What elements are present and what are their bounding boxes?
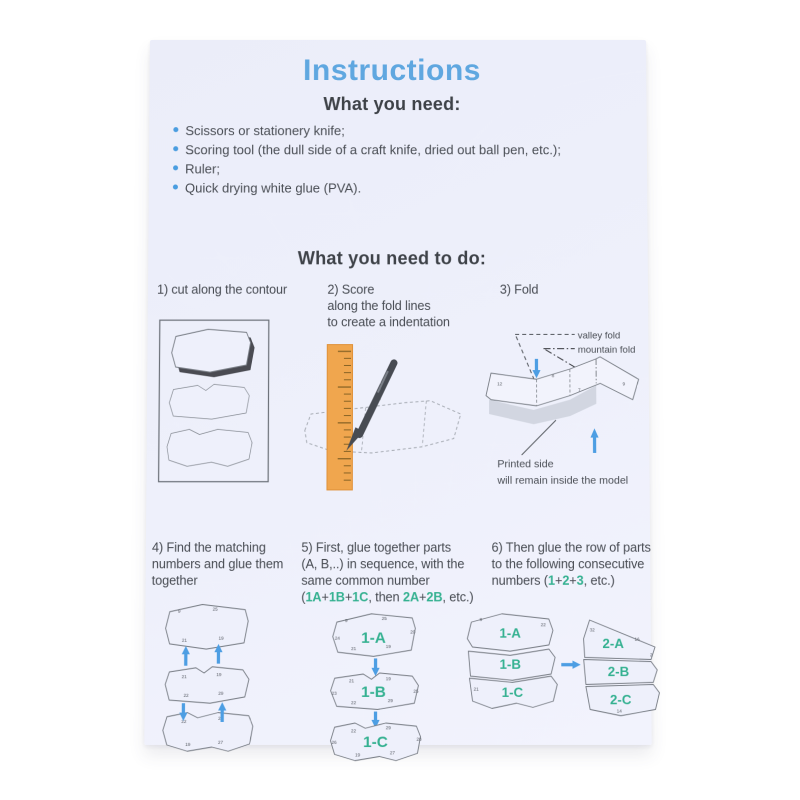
- diagram-cut-contour: [154, 316, 272, 488]
- step2-label: 2) Score along the fold lines to create a indentation: [327, 282, 450, 330]
- part-outline: [169, 384, 249, 419]
- need-item: Scoring tool (the dull side of a craft knife, dried out ball pen, etc.);: [185, 142, 561, 158]
- folded-part: [486, 357, 639, 406]
- diagram-glue-sequence: [324, 608, 429, 800]
- glue-formula: (1A+1B+1C, then 2A+2B, etc.): [301, 589, 474, 605]
- list-item: [173, 142, 561, 161]
- diagram-score: [299, 343, 467, 505]
- part-number: 19: [385, 643, 391, 650]
- part-number: 21: [348, 678, 355, 684]
- part-number: 27: [389, 750, 396, 756]
- part-outline: [163, 713, 253, 752]
- part-number: 9: [622, 381, 626, 387]
- part-number: 22: [181, 718, 187, 725]
- sequence-formula: numbers (1+2+3, etc.): [491, 573, 615, 588]
- ruler: [327, 345, 353, 490]
- part-number: 29: [387, 697, 393, 704]
- part-number: 21: [181, 637, 188, 643]
- part-label: 1-B: [361, 683, 386, 702]
- step1-label: 1) cut along the contour: [156, 282, 288, 297]
- part-number: 16: [634, 636, 640, 642]
- step5-label: 5) First, glue together parts (A, B,..) in sequence, with the same common number (1A+1B+1C, then 2A+2B, etc.): [301, 540, 474, 605]
- part-number: 20: [410, 629, 416, 635]
- part-number: 8: [479, 616, 483, 623]
- part-number: 12: [497, 381, 503, 387]
- part-number: 29: [385, 725, 391, 731]
- part-number: 25: [381, 615, 387, 622]
- part-label: 1-B: [499, 656, 521, 672]
- part-label: 2-C: [609, 691, 632, 708]
- need-item: Ruler;: [185, 161, 220, 177]
- part-outline: [167, 429, 252, 466]
- diagram-matching-numbers: [154, 599, 270, 800]
- part-label: 1-C: [363, 733, 388, 752]
- part-label: 2-B: [607, 663, 630, 680]
- todo-heading: What you need to do:: [297, 248, 487, 269]
- arrow-head-icon: [590, 428, 598, 437]
- page-title: Instructions: [303, 53, 481, 88]
- note-leader-line: [522, 420, 557, 455]
- part-number: 9: [177, 608, 181, 614]
- part-number: 29: [218, 715, 224, 721]
- list-item: [173, 161, 561, 180]
- diagram-fold: [481, 318, 648, 533]
- bullet-icon: [173, 165, 178, 170]
- part-label: 2-A: [602, 635, 624, 652]
- part-number: 22: [540, 622, 546, 628]
- arrow-head-icon: [532, 370, 540, 378]
- part-number: 7: [578, 387, 581, 393]
- part-number: 21: [351, 645, 357, 652]
- part-number: 24: [334, 635, 340, 641]
- part-number: 2: [649, 652, 653, 658]
- part-number: 22: [183, 692, 189, 698]
- part-number: 14: [616, 708, 622, 714]
- part-number: 22: [350, 700, 357, 706]
- part-label: 1-C: [501, 684, 524, 701]
- scoring-pen-body: [360, 363, 394, 435]
- part-number: 25: [212, 606, 218, 612]
- list-item: [173, 123, 561, 142]
- instruction-sheet: [144, 40, 653, 758]
- part-number: 23: [331, 690, 337, 696]
- step3-label: 3) Fold: [499, 282, 539, 297]
- part-number: 8: [551, 373, 555, 379]
- part-label: 1-A: [361, 629, 386, 648]
- part-label: 1-A: [499, 625, 521, 641]
- part-number: 27: [217, 739, 224, 745]
- part-number: 21: [181, 674, 187, 680]
- printed-side-note: Printed side: [497, 459, 554, 471]
- part-outline: [165, 667, 249, 703]
- part-number: 29: [218, 690, 224, 696]
- part-number: 25: [413, 688, 419, 694]
- part-number: 21: [473, 686, 479, 692]
- part-number: 19: [216, 671, 222, 678]
- part-number: 9: [345, 617, 348, 624]
- mountain-fold-label: mountain fold: [577, 344, 636, 356]
- arrow-head-icon: [218, 702, 226, 710]
- part-number: 19: [185, 741, 191, 748]
- step6-label: 6) Then glue the row of parts to the following consecutive numbers (1+2+3, etc.): [491, 540, 651, 588]
- list-item: [173, 180, 561, 199]
- bullet-icon: [173, 127, 178, 132]
- part-number: 22: [350, 728, 357, 734]
- fold-line: [422, 401, 426, 446]
- part-number: 26: [331, 739, 337, 745]
- diagram-glue-rows: [459, 606, 662, 768]
- need-list: [173, 123, 561, 200]
- printed-side-note: will remain inside the model: [497, 475, 629, 487]
- arrow-head-icon: [182, 646, 190, 654]
- need-heading: What you need:: [323, 94, 461, 115]
- part-number: 19: [355, 752, 361, 758]
- bullet-icon: [173, 146, 178, 151]
- valley-fold-label: valley fold: [577, 330, 621, 342]
- need-item: Scissors or stationery knife;: [185, 123, 345, 139]
- step4-label: 4) Find the matching numbers and glue them together: [151, 540, 284, 588]
- bullet-icon: [173, 184, 178, 189]
- part-number: 19: [385, 676, 391, 682]
- part-outline: [172, 329, 251, 372]
- need-item: Quick drying white glue (PVA).: [184, 180, 362, 196]
- part-number: 19: [218, 635, 224, 641]
- arrow-head-icon: [572, 661, 580, 669]
- part-number: 28: [416, 736, 422, 742]
- part-number: 32: [589, 627, 595, 633]
